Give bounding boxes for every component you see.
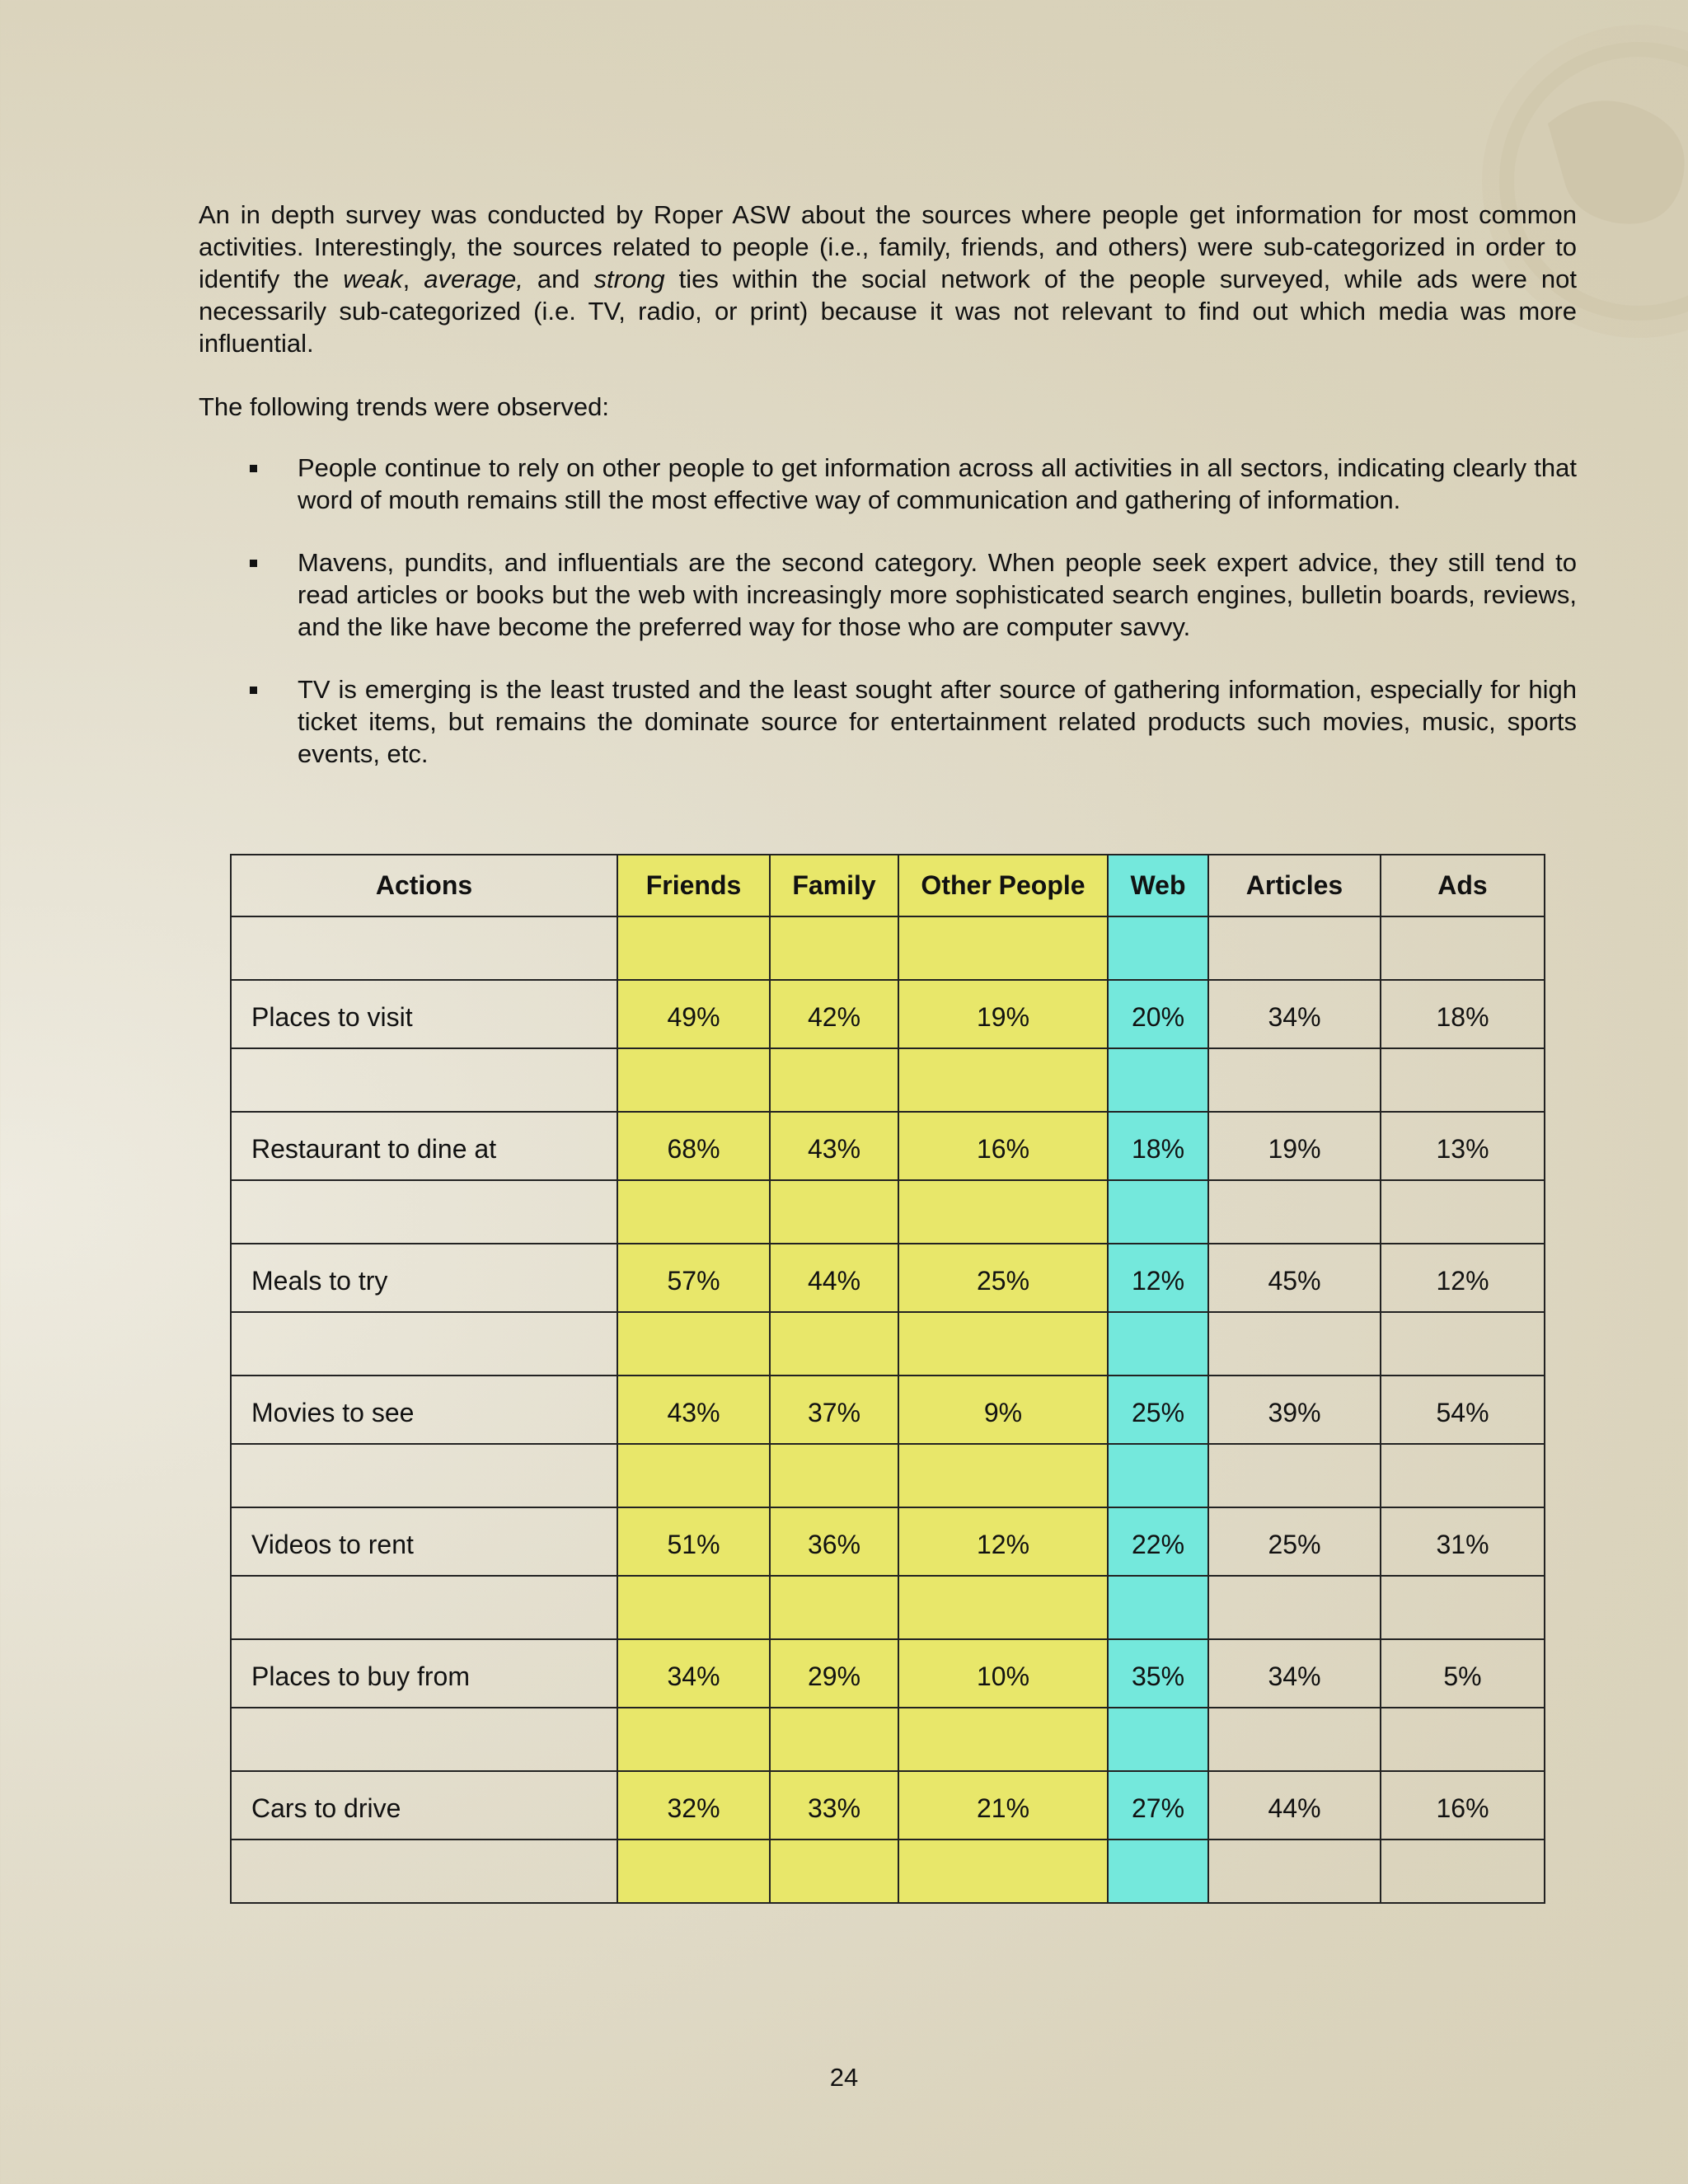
table-cell	[1208, 1444, 1381, 1507]
table-cell	[231, 1048, 617, 1112]
table-cell	[617, 916, 770, 980]
table-cell	[898, 1840, 1108, 1903]
value-cell: 16%	[898, 1112, 1108, 1180]
table-cell	[1381, 1840, 1545, 1903]
value-cell: 33%	[770, 1771, 898, 1840]
value-cell: 12%	[898, 1507, 1108, 1576]
header-actions: Actions	[231, 855, 617, 916]
table-cell	[231, 1444, 617, 1507]
header-other-people: Other People	[898, 855, 1108, 916]
value-cell: 9%	[898, 1376, 1108, 1444]
table-cell	[1208, 1708, 1381, 1771]
value-cell: 45%	[1208, 1244, 1381, 1312]
table-cell	[1108, 1840, 1208, 1903]
table-cell	[1108, 1048, 1208, 1112]
table-row	[231, 980, 1545, 1048]
table-cell	[231, 916, 617, 980]
table-row	[231, 1244, 1545, 1312]
table-cell	[770, 916, 898, 980]
list-item: Mavens, pundits, and influentials are the second category. When people seek expert advice, they still tend to read articles or books but the web with increasingly more sophisticated search engines, bulletin boards, reviews, and the like have become the preferred way for those who are computer savvy.	[199, 546, 1577, 643]
value-cell: 49%	[617, 980, 770, 1048]
value-cell: 36%	[770, 1507, 898, 1576]
value-cell: 42%	[770, 980, 898, 1048]
table-row	[231, 1639, 1545, 1708]
value-cell: 43%	[617, 1376, 770, 1444]
table-spacer-row	[231, 1576, 1545, 1639]
value-cell: 34%	[617, 1639, 770, 1708]
table-cell	[1108, 1444, 1208, 1507]
table-spacer-row	[231, 1048, 1545, 1112]
table-cell	[231, 1180, 617, 1244]
action-cell: Cars to drive	[231, 1771, 617, 1840]
value-cell: 13%	[1381, 1112, 1545, 1180]
value-cell: 43%	[770, 1112, 898, 1180]
value-cell: 34%	[1208, 1639, 1381, 1708]
value-cell: 35%	[1108, 1639, 1208, 1708]
header-ads: Ads	[1381, 855, 1545, 916]
table-spacer-row	[231, 1180, 1545, 1244]
table-cell	[770, 1840, 898, 1903]
table-cell	[617, 1048, 770, 1112]
table-cell	[1381, 1312, 1545, 1376]
table-cell	[770, 1312, 898, 1376]
trends-list	[199, 452, 1577, 800]
list-item: People continue to rely on other people to get information across all activities in all sectors, indicating clearly that word of mouth remains still the most effective way of communication and gathering of information.	[199, 452, 1577, 516]
table-cell	[617, 1180, 770, 1244]
table-cell	[1381, 1180, 1545, 1244]
table-cell	[1108, 1708, 1208, 1771]
value-cell: 25%	[898, 1244, 1108, 1312]
intro-paragraph: An in depth survey was conducted by Roper ASW about the sources where people get information for most common activities. Interestingly, the sources related to people (i.e., family, friends, and others) were sub-categorized in order to identify the weak, average, and strong ties within the social network of the people surveyed, while ads were not necessarily sub-categorized (i.e. TV, radio, or print) because it was not relevant to find out which media was more influential.	[199, 200, 1577, 358]
table-cell	[770, 1576, 898, 1639]
table-cell	[898, 916, 1108, 980]
table-spacer-row	[231, 916, 1545, 980]
value-cell: 27%	[1108, 1771, 1208, 1840]
value-cell: 32%	[617, 1771, 770, 1840]
value-cell: 37%	[770, 1376, 898, 1444]
value-cell: 39%	[1208, 1376, 1381, 1444]
value-cell: 18%	[1108, 1112, 1208, 1180]
table-cell	[617, 1708, 770, 1771]
value-cell: 68%	[617, 1112, 770, 1180]
value-cell: 54%	[1381, 1376, 1545, 1444]
action-cell: Videos to rent	[231, 1507, 617, 1576]
table-cell	[770, 1048, 898, 1112]
value-cell: 18%	[1381, 980, 1545, 1048]
table-cell	[1381, 1048, 1545, 1112]
action-cell: Movies to see	[231, 1376, 617, 1444]
table-cell	[1108, 916, 1208, 980]
table-cell	[898, 1708, 1108, 1771]
value-cell: 19%	[1208, 1112, 1381, 1180]
table-cell	[898, 1444, 1108, 1507]
table-cell	[898, 1180, 1108, 1244]
value-cell: 25%	[1208, 1507, 1381, 1576]
table-row	[231, 1376, 1545, 1444]
table-spacer-row	[231, 1840, 1545, 1903]
table-cell	[770, 1180, 898, 1244]
table-cell	[770, 1708, 898, 1771]
header-web: Web	[1108, 855, 1208, 916]
value-cell: 25%	[1108, 1376, 1208, 1444]
table-cell	[898, 1576, 1108, 1639]
table-cell	[1208, 916, 1381, 980]
value-cell: 44%	[1208, 1771, 1381, 1840]
value-cell: 5%	[1381, 1639, 1545, 1708]
table-cell	[1381, 1708, 1545, 1771]
header-family: Family	[770, 855, 898, 916]
action-cell: Meals to try	[231, 1244, 617, 1312]
bullet-square-icon	[250, 560, 257, 567]
action-cell: Places to visit	[231, 980, 617, 1048]
information-sources-table	[230, 854, 1545, 1904]
value-cell: 21%	[898, 1771, 1108, 1840]
table-cell	[617, 1312, 770, 1376]
page-number: 24	[829, 2063, 859, 2092]
value-cell: 20%	[1108, 980, 1208, 1048]
trends-intro: The following trends were observed:	[199, 392, 609, 421]
table-cell	[1381, 1444, 1545, 1507]
table-cell	[898, 1048, 1108, 1112]
table-row	[231, 1112, 1545, 1180]
table-cell	[231, 1312, 617, 1376]
table-spacer-row	[231, 1444, 1545, 1507]
table-cell	[1208, 1180, 1381, 1244]
table-header-row	[231, 855, 1545, 916]
value-cell: 12%	[1108, 1244, 1208, 1312]
value-cell: 10%	[898, 1639, 1108, 1708]
table-spacer-row	[231, 1312, 1545, 1376]
table-cell	[231, 1840, 617, 1903]
table-cell	[1108, 1576, 1208, 1639]
value-cell: 19%	[898, 980, 1108, 1048]
table-row	[231, 1507, 1545, 1576]
table-cell	[231, 1708, 617, 1771]
action-cell: Restaurant to dine at	[231, 1112, 617, 1180]
value-cell: 16%	[1381, 1771, 1545, 1840]
bullet-square-icon	[250, 687, 257, 694]
value-cell: 51%	[617, 1507, 770, 1576]
table-cell	[1381, 916, 1545, 980]
table-cell	[1208, 1312, 1381, 1376]
header-articles: Articles	[1208, 855, 1381, 916]
table-cell	[1108, 1312, 1208, 1376]
value-cell: 57%	[617, 1244, 770, 1312]
value-cell: 12%	[1381, 1244, 1545, 1312]
table-cell	[617, 1576, 770, 1639]
list-item: TV is emerging is the least trusted and the least sought after source of gathering information, especially for high ticket items, but remains the dominate source for entertainment related products such movies, music, sports events, etc.	[199, 673, 1577, 770]
table-cell	[1381, 1576, 1545, 1639]
table-cell	[898, 1312, 1108, 1376]
value-cell: 29%	[770, 1639, 898, 1708]
table-spacer-row	[231, 1708, 1545, 1771]
header-friends: Friends	[617, 855, 770, 916]
table-cell	[617, 1444, 770, 1507]
table-cell	[1208, 1840, 1381, 1903]
bullet-square-icon	[250, 465, 257, 472]
table-cell	[770, 1444, 898, 1507]
value-cell: 22%	[1108, 1507, 1208, 1576]
table-cell	[1208, 1576, 1381, 1639]
value-cell: 44%	[770, 1244, 898, 1312]
table-cell	[1108, 1180, 1208, 1244]
value-cell: 34%	[1208, 980, 1381, 1048]
table-row	[231, 1771, 1545, 1840]
table-cell	[1208, 1048, 1381, 1112]
table-cell	[231, 1576, 617, 1639]
value-cell: 31%	[1381, 1507, 1545, 1576]
table-cell	[617, 1840, 770, 1903]
action-cell: Places to buy from	[231, 1639, 617, 1708]
